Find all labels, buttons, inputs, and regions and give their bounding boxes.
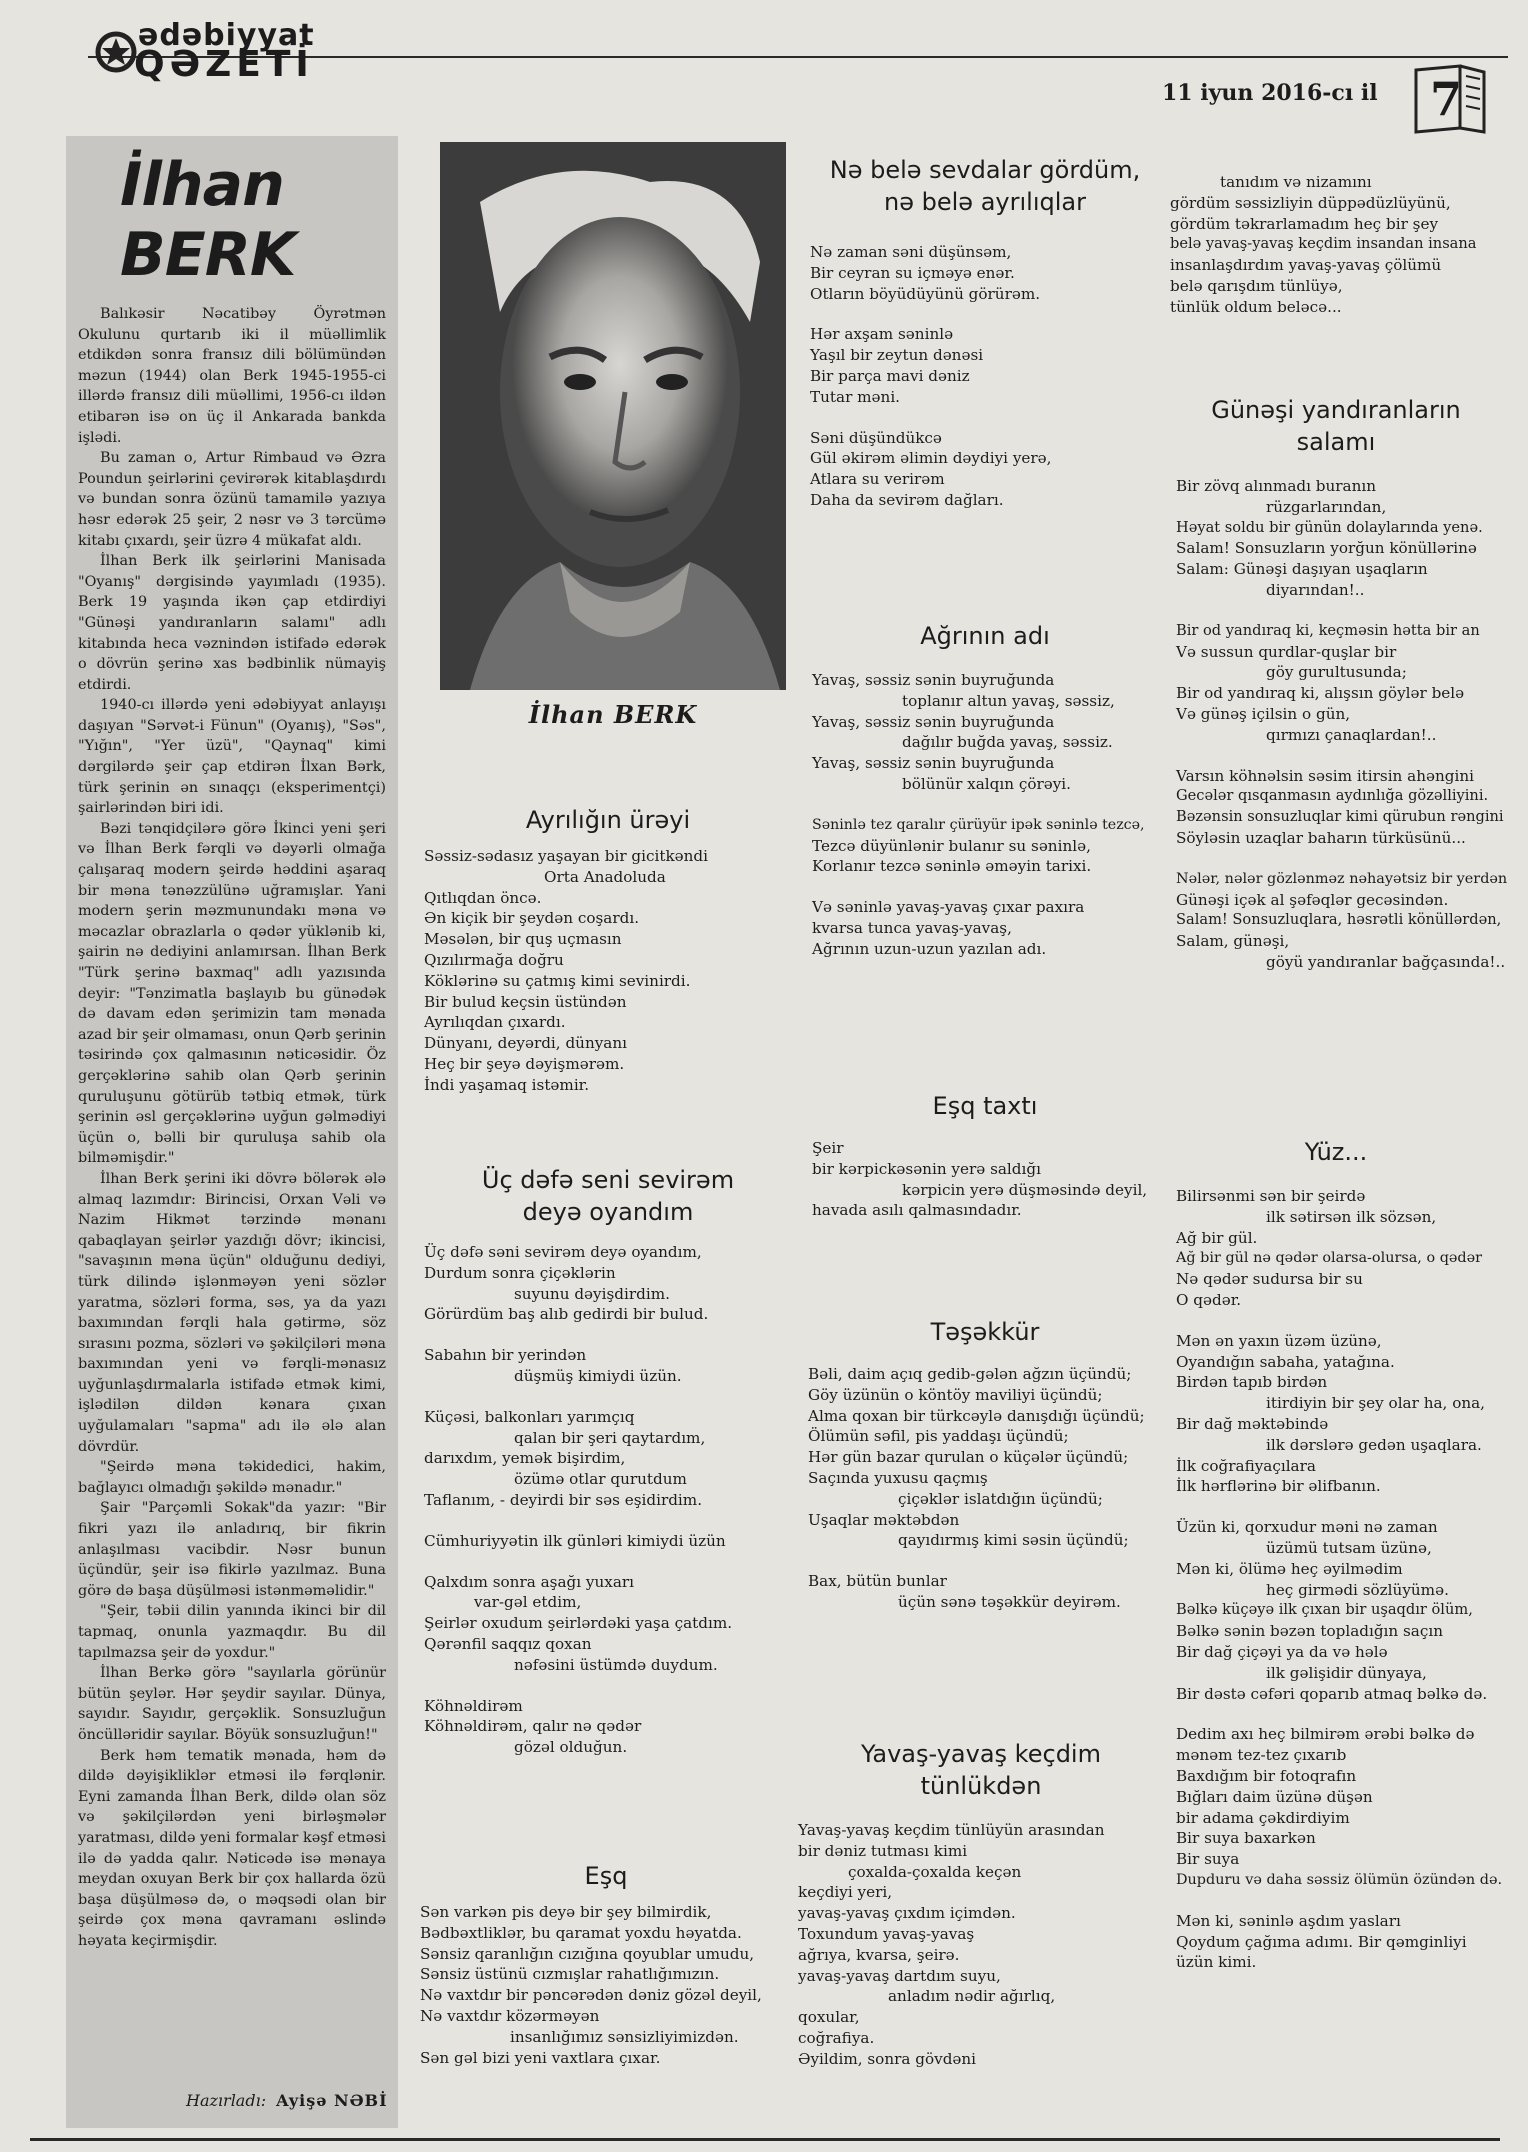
poem-line: Qalxdım sonra aşağı yuxarı (424, 1572, 635, 1591)
bio-paragraph: Bu zaman o, Artur Rimbaud və Əzra Poundun şeirlərini çevirərək kitablaşdırdı və bundan sonra özünü tamamilə yazıya həsr edərək 25 şeir, 2 nəsr və 3 tərcümə kitabı çıxardı, şeir üzrə 4 mükafat aldı. (78, 450, 386, 549)
poem-line: ağrıya, kvarsa, şeirə. (798, 1945, 960, 1964)
poem-line: Ölümün səfil, pis yaddaşı üçündü; (808, 1427, 1069, 1446)
poem-line: çiçəklər islatdığın üçündü; (898, 1489, 1103, 1508)
portrait-photo (440, 142, 786, 690)
poem-line: üçün sənə təşəkkür deyirəm. (898, 1592, 1121, 1611)
poem-line: Və günəş içilsin o gün, (1176, 704, 1351, 723)
poem-line: rüzgarlarından, (1266, 497, 1387, 516)
bio-paragraph: Şair "Parçəmli Sokak"da yazır: "Bir fikri yazı ilə anladırıq, bir fikrin anlaşılması vacibdir. Nəsr bunun üçündür, şeir isə fikirlə yazılmaz. Buna görə də başa düşülməsi istənməməlidir." (78, 1500, 386, 1599)
poem-line: Gül əkirəm əlimin dəydiyi yerə, (810, 449, 1052, 468)
poem-line: Ağrının uzun-uzun yazılan adı. (812, 939, 1047, 958)
poem-title: Günəşi yandıranların salamı (1211, 396, 1461, 456)
issue-date: 11 iyun 2016-cı il (1162, 80, 1378, 106)
poem-line: Səssiz-sədasız yaşayan bir gicitkəndi (424, 847, 709, 865)
bio-paragraph: İlhan Berk ilk şeirlərini Manisada "Oyanış" dərgisində yayımladı (1935). Berk 19 yaşında ikən çap etdirdiyi "Günəşi yandıranların salamı" adlı kitabında heca vəznindən istifadə edərək o dövrün şerinə xas bədbinlik nümayiş etdirdi. (78, 553, 386, 693)
poem-title: Eşq (584, 1862, 628, 1890)
poem-line: gördüm təkrarlamadım heç bir şey (1170, 214, 1439, 233)
bio-paragraph: İlhan Berk şerini iki dövrə bölərək ələ almaq lazımdır: Birincisi, Orxan Vəli və Nazim Hikmət tərzində mənanı qabaqlayan şeirlər yazdığı dövr; ikincisi, "savaşının məna üçün" olduğunu dediyi, türk dilində işlənməyən yeni sözlər yaratma, sözləri forma, səs, ya da yazı baxımından fərqli hala gətirmə, söz sırasını pozma, sözləri və şəkilçiləri məna baxımından yeni və fərqli-mənasız uyğunlaşdırmalarla istifadə etmək kimi, işlədilən dildən kənara çıxan uyğulamaları "sapma" adı ilə ələ alan dövrdür. (78, 1170, 386, 1455)
poem-line: Yavaş-yavaş keçdim tünlüyün arasından (798, 1821, 1105, 1839)
poem-line: yavaş-yavaş çıxdım içimdən. (798, 1904, 1016, 1923)
poem-line: Və səninlə yavaş-yavaş çıxar paxıra kvarsa tunca yavaş-yavaş, (812, 898, 1085, 937)
poem-line: Bir ceyran su içməyə enər. (810, 263, 1015, 282)
poem-line: Köhnəldirəm, qalır nə qədər (424, 1717, 642, 1736)
poem-line: diyarından!.. (1266, 580, 1365, 599)
poem-line: bir dəniz tutması kimi (798, 1841, 968, 1860)
poem-line: toplanır altun yavaş, səssiz, (902, 691, 1115, 710)
poem-line: Ən kiçik bir şeydən coşardı. (424, 909, 640, 928)
poem-line: Mən ki, səninlə aşdım yasları (1176, 1911, 1401, 1930)
photo-caption: İlhan BERK (528, 700, 698, 729)
poem-line: Mən ən yaxın üzəm üzünə, (1176, 1331, 1382, 1350)
poem-line: Ayrılıqdan çıxardı. (424, 1013, 566, 1032)
poem-line: üzün kimi. (1176, 1953, 1257, 1972)
masthead[interactable] (92, 18, 352, 85)
poem-line: qırmızı çanaqlardan!.. (1266, 725, 1437, 744)
poem-line: Məsələn, bir quş uçmasın (424, 930, 622, 949)
poem-yavas-yavas (792, 1738, 1170, 2070)
poem-line: Salam! Sonsuzların yorğun könüllərinə (1176, 539, 1477, 558)
poem-line: belə yavaş-yavaş keçdim insandan insana (1170, 235, 1477, 253)
poem-line: Bir dağ çiçəyi ya da və hələ (1176, 1642, 1388, 1661)
poem-line: tünlük oldum beləcə... (1170, 297, 1342, 316)
poem-line: Göy üzünün o köntöy maviliyi üçündü; (808, 1385, 1103, 1404)
poem-line: Bir dağ məktəbində (1176, 1414, 1329, 1433)
poem-line: gözəl olduğun. (514, 1738, 628, 1757)
poem-title: Üç dəfə seni sevirəm deyə oyandım (481, 1166, 735, 1226)
poem-line: Dünyanı, deyərdi, dünyanı (424, 1034, 627, 1053)
poem-line: qoxular, (798, 2008, 860, 2027)
poem-line: Sən gəl bizi yeni vaxtlara çıxar. (420, 2048, 661, 2067)
poem-line: kərpicin yerə düşməsində deyil, (902, 1180, 1148, 1199)
poem-line: anladım nədir ağırlıq, (888, 1987, 1056, 2006)
poem-line: Nə vaxtdır bir pəncərədən dəniz gözəl deyil, (420, 1986, 762, 2005)
poem-gunesi-yandiranlar (1166, 394, 1506, 973)
poem-line: Bir od yandıraq ki, keçməsin hətta bir an (1176, 621, 1480, 639)
poem-line: Korlanır tezcə səninlə əməyin tarixi. (812, 857, 1092, 876)
poem-line: Atlara su verirəm (810, 470, 945, 489)
poem-line: coğrafiya. (798, 2028, 875, 2047)
poem-line: insanlaşdırdım yavaş-yavaş çölümü (1170, 256, 1442, 275)
portrait-image (440, 142, 786, 690)
biography-column (66, 136, 398, 2128)
poem-title: Təşəkkür (930, 1318, 1040, 1346)
bio-paragraph: 1940-cı illərdə yeni ədəbiyyat anlayışı daşıyan "Sərvət-i Fünun" (Oyanış), "Səs", "Yığın", "Yer üzü", "Qaynaq" kimi dərgilərdə şeir çap etdirən İlxan Bərk, türk şerinin ən sınaqçı (eksperimentçi) şairlərindən biri idi. (78, 697, 386, 817)
poem-line: Ağ bir gül nə qədər olarsa-olursa, o qədər (1176, 1250, 1483, 1267)
poem-line: Orta Anadoluda (544, 867, 666, 886)
poem-line: Tutar məni. (810, 387, 901, 406)
bio-paragraph: "Şeirdə məna təkidedici, hakim, bağlayıcı olmadığı şəkildə mənadır." (78, 1459, 386, 1496)
masthead-line-1: ədəbiyyat (138, 18, 315, 53)
bio-paragraph: "Şeir, təbii dilin yanında ikinci bir dil tapmaq, onunla yazmaqdır. Bu dil tapılmazsa şeir də yoxdur." (78, 1603, 386, 1661)
poem-line: Yavaş, səssiz sənin buyruğunda (812, 671, 1055, 689)
credit-name: Ayişə NƏBİ (276, 2091, 388, 2110)
poem-line: Birdən tapıb birdən (1176, 1373, 1328, 1392)
poem-line: Bir zövq alınmadı buranın (1176, 477, 1377, 495)
poem-line: düşmüş kimiydi üzün. (514, 1366, 682, 1385)
poem-line: Otların böyüdüyünü görürəm. (810, 284, 1041, 303)
poem-line: yavaş-yavaş dartdım suyu, (798, 1966, 1001, 1985)
poem-line: bölünür xalqın çörəyi. (902, 774, 1071, 793)
poem-line: Oyandığın sabaha, yatağına. (1176, 1352, 1395, 1371)
bio-paragraph: İlhan Berkə görə "sayılarla görünür bütün şeylər. Hər şeydir sayılar. Dünya, sayıdır. Sayıdır, gerçəklik. Sonsuzluğun öncülləridir sayılar. Böyük sonsuzluğun!" (78, 1665, 386, 1743)
poem-line: İlk coğrafiyaçılara (1176, 1456, 1316, 1475)
poem-line: Bir suya (1176, 1850, 1240, 1869)
poem-line: Bəli, daim açıq gedib-gələn ağzın üçündü; (808, 1365, 1132, 1383)
poem-line: Taflanım, - deyirdi bir səs eşidirdim. (424, 1490, 703, 1509)
poem-line: Toxundum yavaş-yavaş (798, 1924, 975, 1943)
poem-ayriligin-ureyi (424, 804, 792, 1096)
poem-line: Qıtlıqdan öncə. (424, 888, 542, 907)
poem-line: Salam, günəşi, (1176, 932, 1290, 951)
poem-line: Gecələr qısqanmasın aydınlığa gözəlliyini. (1176, 787, 1489, 805)
poem-title: Ağrının adı (920, 622, 1050, 650)
poem-line: Yavaş, səssiz sənin buyruğunda (812, 712, 1055, 731)
poem-line: Bir od yandıraq ki, alışsın göylər belə (1176, 684, 1465, 703)
poem-line: üzümü tutsam üzünə, (1266, 1538, 1432, 1557)
poem-title: Ayrılığın ürəyi (525, 806, 691, 834)
poem-line: Mən ki, ölümə heç əyilmədim (1176, 1559, 1403, 1578)
poem-title: Yüz... (1304, 1138, 1368, 1166)
poem-line: Bədbəxtliklər, bu qaramat yoxdu həyatda. (420, 1923, 742, 1942)
poem-line: Heç bir şeyə dəyişmərəm. (424, 1054, 625, 1073)
poem-line: İndi yaşamaq istəmir. (424, 1075, 590, 1094)
poem-line: mənəm tez-tez çıxarıb (1176, 1746, 1347, 1765)
poem-line: Üzün ki, qorxudur məni nə zaman (1176, 1518, 1438, 1537)
poem-line: Salam: Günəşi daşıyan uşaqların (1176, 560, 1428, 579)
poem-line: bir kərpickəsənin yerə saldığı (812, 1159, 1041, 1178)
poem-line: Cümhuriyyətin ilk günləri kimiydi üzün (424, 1531, 726, 1550)
footer-rule (30, 2138, 1500, 2141)
poem-esq-taxti (800, 1090, 1170, 1221)
poem-line: Üç dəfə səni sevirəm deyə oyandım, (424, 1243, 702, 1261)
poem-line: Hər gün bazar qurulan o küçələr üçündü; (808, 1448, 1129, 1467)
page-number: 7 (1430, 72, 1463, 126)
poem-line: Və sussun qurdlar-quşlar bir (1176, 642, 1397, 661)
poem-title: Eşq taxtı (932, 1092, 1038, 1120)
poem-uc-defe (424, 1164, 792, 1758)
bio-paragraph: Balıkəsir Nəcatibəy Öyrətmən Okulunu qurtarıb iki il müəllimlik etdikdən sonra fransız dili bölümündən məzun (1944) olan Berk 1945-1955-ci illərdə fransız dili müəllimi, 1956-cı ildən etibarən isə on üç il Ankarada bankda işlədi. (78, 306, 386, 446)
poem-line: Qızılırmağa doğru (424, 950, 564, 969)
poem-line: Dupduru və daha səssiz ölümün özündən də. (1176, 1871, 1503, 1888)
poem-line: Sənsiz qaranlığın cızığına qoyublar umudu, (420, 1944, 755, 1963)
poem-line: itirdiyin bir şey olar ha, ona, (1266, 1394, 1486, 1413)
poem-line: ilk dərslərə gedən uşaqlara. (1266, 1435, 1482, 1454)
poem-line: Yavaş, səssiz sənin buyruğunda (812, 754, 1055, 773)
poem-line: Bir bulud keçsin üstündən (424, 992, 627, 1011)
poem-line: göy gurultusunda; (1266, 663, 1407, 682)
poem-line: Qərənfil saqqız qoxan (424, 1634, 592, 1653)
poem-line: Əyildim, sonra gövdəni (798, 2049, 977, 2068)
poem-title: Nə belə sevdalar gördüm, nə belə ayrılıqlar (829, 156, 1141, 216)
poem-line: insanlığımız sənsizliyimizdən. (510, 2027, 739, 2046)
poem-line: Köhnəldirəm (424, 1696, 523, 1715)
poem-tesekkur (800, 1316, 1170, 1613)
poem-line: Tezcə düyünlənir bulanır su səninlə, (812, 836, 1091, 855)
poem-line: gördüm səssizliyin düppədüzlüyünü, (1170, 193, 1451, 212)
poem-line: Bilirsənmi sən bir şeirdə (1176, 1187, 1366, 1205)
poem-ne-bele-sevdalar (800, 154, 1170, 511)
poem-line: Sənsiz üstünü cızmışlar rahatlığımızın. (420, 1965, 720, 1984)
poem-line: Bax, bütün bunlar (808, 1572, 947, 1591)
poem-line: Nələr, nələr gözlənməz nəhayətsiz bir yerdən (1176, 870, 1508, 887)
poem-line: Saçında yuxusu qaçmış (808, 1468, 988, 1487)
poem-line: Səni düşündükcə (810, 428, 942, 447)
poem-line: keçdiyi yeri, (798, 1883, 893, 1902)
poem-line: var-gəl etdim, (474, 1593, 582, 1612)
poem-line: Varsın köhnəlsin səsim itirsin ahəngini (1176, 766, 1474, 785)
poem-line: Nə zaman səni düşünsəm, (810, 243, 1012, 261)
poem-line: İlk hərflərinə bir əlifbanın. (1176, 1477, 1381, 1496)
credit-label: Hazırladı: (186, 2091, 267, 2110)
poem-line: O qədər. (1176, 1290, 1242, 1309)
poem-line: darıxdım, yemək bişirdim, (424, 1449, 626, 1468)
poem-line: Səninlə tez qaralır çürüyür ipək səninlə tezcə, (812, 816, 1145, 833)
poem-line: Alma qoxan bir türkcəylə danışdığı üçündü; (808, 1406, 1145, 1425)
poem-line: Yaşıl bir zeytun dənəsi (810, 346, 984, 365)
poem-line: Küçəsi, balkonları yarımçıq (424, 1407, 635, 1426)
poem-line: Sən varkən pis deyə bir şey bilmirdik, (420, 1903, 712, 1921)
poem-line: belə qarışdım tünlüyə, (1170, 276, 1343, 295)
poem-line: Köklərinə su çatmış kimi sevinirdi. (424, 971, 691, 990)
poem-line: ilk sətirsən ilk sözsən, (1266, 1207, 1437, 1226)
bio-credit (186, 2091, 388, 2110)
poem-line: Görürdüm baş alıb gedirdi bir bulud. (424, 1305, 709, 1324)
poem-yavas-yavas-continued (1166, 172, 1506, 318)
poem-line: Şeir (812, 1139, 844, 1157)
poem-line: Durdum sonra çiçəklərin (424, 1263, 616, 1282)
poem-yuz (1166, 1136, 1506, 1973)
poem-line: Ağ bir gül. (1176, 1228, 1258, 1247)
bio-paragraph: Berk həm tematik mənada, həm də dildə dəyişikliklər etməsi ilə fərqlənir. Eyni zamanda İlhan Berk, dildə olan söz və şəkilçilərdən yeni birləşmələr yaratması, dildə yeni formalar kəşf etməsi ilə də yadda qalır. Nəticədə isə mənaya meydan oxuyan Berk bir çox hallarda özü başa düşülməsə də, o məqsədi olan bir şeirdə çox məna qavramanı əslində həyata keçirmişdir. (78, 1747, 386, 1949)
poem-line: göyü yandıranlar bağçasında!.. (1266, 952, 1506, 971)
poem-line: nəfəsini üstümdə duydum. (514, 1655, 718, 1674)
poem-line: Sabahın bir yerindən (424, 1346, 587, 1365)
star-emblem-icon (92, 28, 140, 76)
poem-line: Şeirlər oxudum şeirlərdəki yaşa çatdım. (424, 1614, 733, 1633)
poem-line: havada asılı qalmasındadır. (812, 1201, 1022, 1220)
page-number-badge (1412, 62, 1488, 136)
poem-line: çoxalda-çoxalda keçən (848, 1862, 1022, 1881)
poem-line: suyunu dəyişdirdim. (514, 1284, 670, 1303)
masthead-line-2: QƏZETİ (134, 44, 314, 85)
poem-agrinin-adi (800, 620, 1170, 960)
poem-line: Həyat soldu bir günün dolaylarında yenə. (1176, 518, 1483, 536)
poem-line: özümə otlar qurutdum (514, 1470, 687, 1489)
poem-line: Hər axşam səninlə (810, 325, 954, 344)
poem-line: Söyləsin uzaqlar baharın türküsünü... (1176, 828, 1466, 847)
poem-line: qalan bir şeri qaytardım, (514, 1428, 706, 1447)
poem-line: ilk gəlişidir dünyaya, (1266, 1663, 1427, 1682)
poem-esq (420, 1860, 792, 2068)
poem-title: Yavaş-yavaş keçdim tünlükdən (861, 1740, 1101, 1800)
poem-line: Qoydum çağıma adımı. Bir qəmginliyi (1176, 1932, 1467, 1951)
poem-line: Uşaqlar məktəbdən (808, 1510, 960, 1529)
poem-line: Baxdığım bir fotoqrafın (1176, 1766, 1357, 1785)
poem-line: dağılır buğda yavaş, səssiz. (902, 733, 1113, 752)
poem-line: bir adama çəkdirdiyim (1176, 1808, 1350, 1827)
poem-line: tanıdım və nizamını (1220, 173, 1372, 191)
poem-line: Bığları daim üzünə düşən (1176, 1787, 1373, 1806)
poem-line: Nə vaxtdır közərməyən (420, 2006, 600, 2025)
poem-line: Bir parça mavi dəniz (810, 366, 970, 385)
poem-line: Nə qədər sudursa bir su (1176, 1270, 1363, 1289)
poem-line: Salam! Sonsuzluqlara, həsrətli könüllərdən, (1176, 911, 1502, 929)
poem-line: Daha da sevirəm dağları. (810, 490, 1004, 509)
poem-line: Bir suya baxarkən (1176, 1829, 1316, 1848)
poem-line: Bəlkə küçəyə ilk çıxan bir uşaqdır ölüm, (1176, 1601, 1473, 1619)
bio-title: İlhan BERK (120, 150, 296, 290)
poem-line: Günəşi içək al şəfəqlər gecəsindən. (1176, 890, 1449, 909)
poem-line: Bəlkə sənin bəzən topladığın saçın (1176, 1622, 1444, 1641)
poem-line: Bir dəstə cəfəri qoparıb atmaq bəlkə də. (1176, 1684, 1488, 1703)
poem-line: heç girmədi sözlüyümə. (1266, 1580, 1449, 1599)
bio-paragraph: Bəzi tənqidçilərə görə İkinci yeni şeri və İlhan Berk fərqli və dəyərli olmağa çalışaraq modern şeirdə həddini aşaraq bir məna tənəzzülünə uğramışlar. Yani modern şerin məzmunundakı məna və məcazlar obrazlarla o qədər yüklənib ki, şairin nə dediyini anlamırsan. İlhan Berk "Türk şerinə baxmaq" adlı yazısında deyir: "Tənzimatla başlayıb bu günədək də davam edən şerimizin tam mənada azad bir şeir olmaması, onun Qərb şerinin təsirində çox qalmasının nəticəsidir. Öz gerçəklərinə sahib olan Qərb şerinin quruluşunu götürüb tətbiq etmək, türk şerinin əsl gerçəklərinə uyğun gəlmədiyi üçün o, bəlli bir quruluşa sahib ola bilməmişdir." (78, 820, 386, 1167)
poem-line: Bəzənsin sonsuzluqlar kimi qürubun rəngini (1176, 808, 1504, 826)
poem-line: qayıdırmış kimi səsin üçündü; (898, 1531, 1129, 1550)
poem-line: Dedim axı heç bilmirəm ərəbi bəlkə də (1176, 1725, 1475, 1744)
